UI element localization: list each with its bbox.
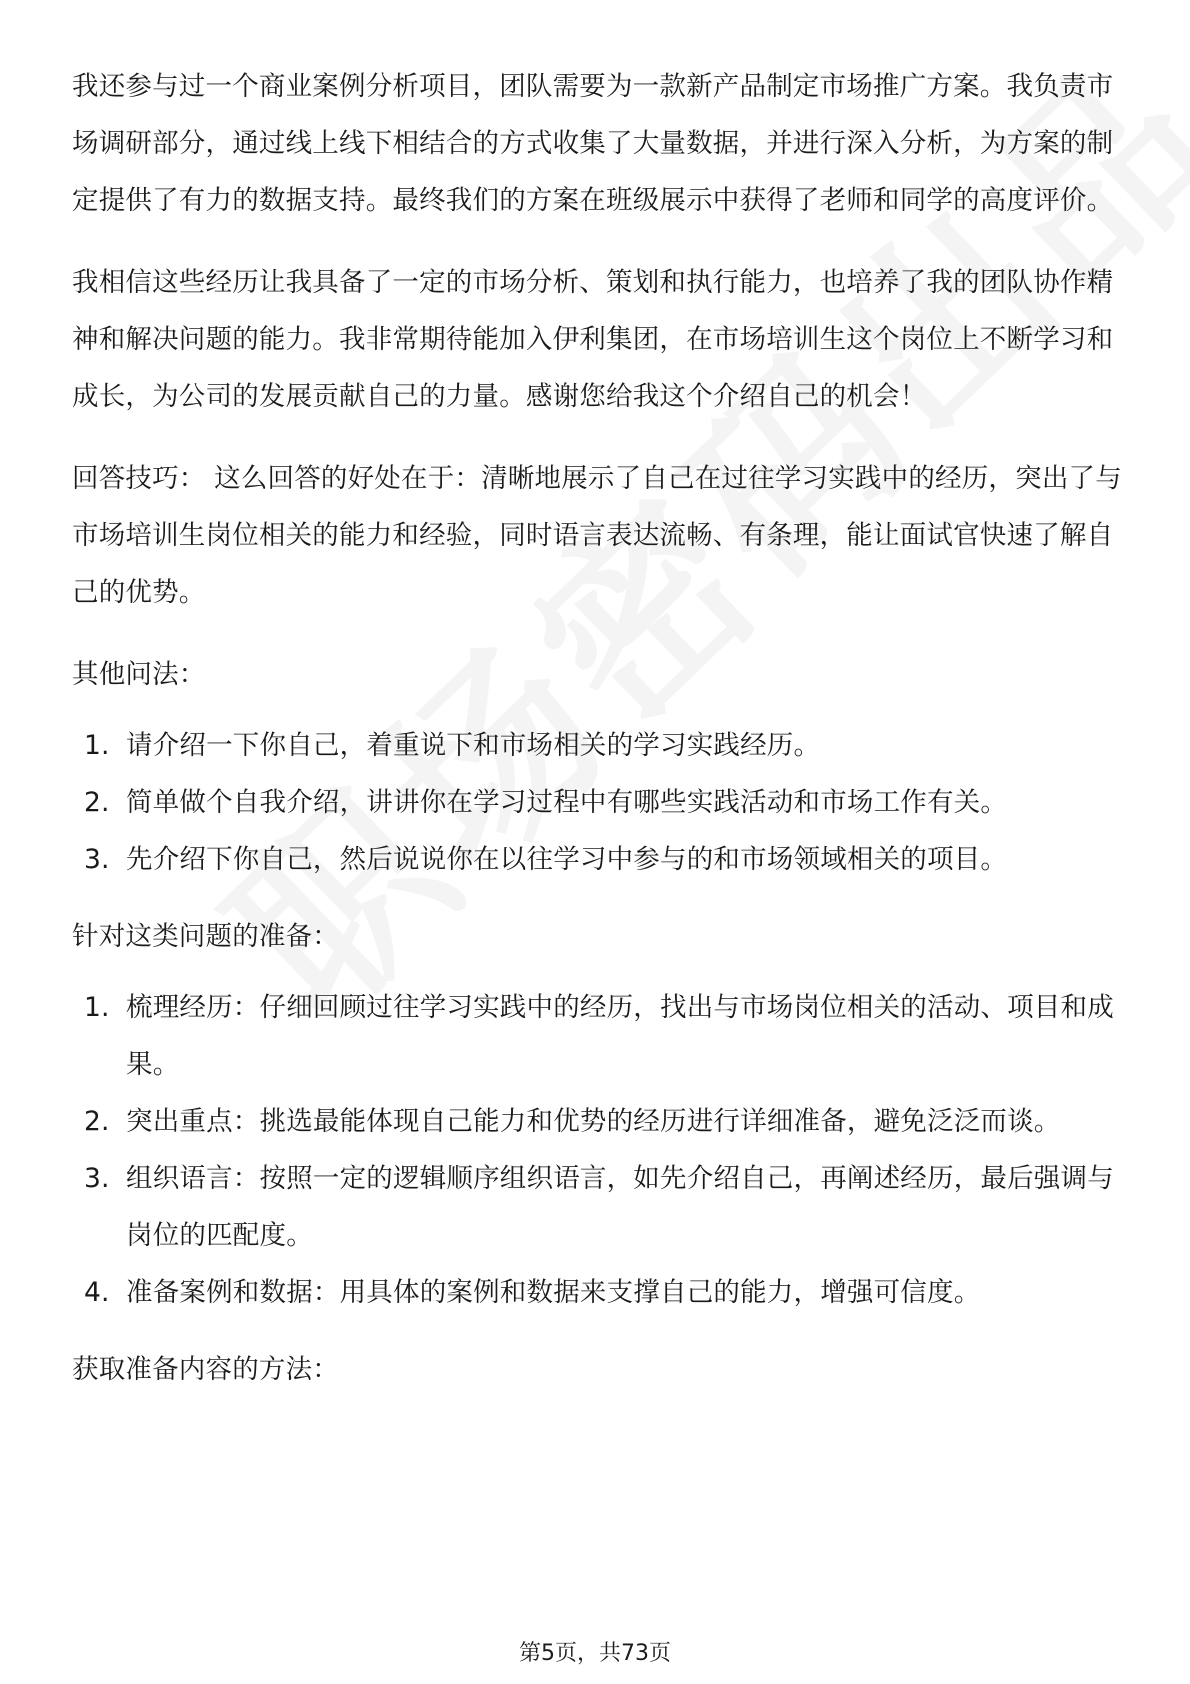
- list-item: [72, 1093, 1122, 1150]
- list-item: [72, 1264, 1122, 1321]
- list-number: 3.: [84, 1163, 110, 1194]
- list-item-text: 先介绍下你自己，然后说说你在以往学习中参与的和市场领域相关的项目。: [126, 844, 1008, 875]
- list-item-text: 突出重点：挑选最能体现自己能力和优势的经历进行详细准备，避免泛泛而谈。: [126, 1106, 1061, 1137]
- list-number: 4.: [84, 1277, 110, 1308]
- paragraph-answer-tips: 回答技巧： 这么回答的好处在于：清晰地展示了自己在过往学习实践中的经历，突出了与市场培训生岗位相关的能力和经验，同时语言表达流畅、有条理，能让面试官快速了解自己的优势。: [72, 463, 1122, 608]
- list-number: 3.: [84, 844, 110, 875]
- heading-method: 获取准备内容的方法：: [72, 1354, 339, 1385]
- document-body: [72, 58, 1122, 1412]
- list-item-text: 简单做个自我介绍，讲讲你在学习过程中有哪些实践活动和市场工作有关。: [126, 787, 1008, 818]
- page-footer: 第5页，共73页: [519, 1641, 671, 1666]
- heading-other-questions: 其他问法：: [72, 659, 206, 690]
- list-item-text: 梳理经历：仔细回顾过往学习实践中的经历，找出与市场岗位相关的活动、项目和成果。: [126, 992, 1114, 1080]
- list-item: [72, 774, 1122, 831]
- paragraph-project-experience: 我还参与过一个商业案例分析项目，团队需要为一款新产品制定市场推广方案。我负责市场调研部分，通过线上线下相结合的方式收集了大量数据，并进行深入分析，为方案的制定提供了有力的数据支持。最终我们的方案在班级展示中获得了老师和同学的高度评价。: [72, 71, 1114, 216]
- list-item: [72, 717, 1122, 774]
- list-number: 2.: [84, 1106, 110, 1137]
- list-item-text: 请介绍一下你自己，着重说下和市场相关的学习实践经历。: [126, 730, 821, 761]
- list-number: 2.: [84, 787, 110, 818]
- preparation-list: [72, 979, 1122, 1321]
- list-item: [72, 831, 1122, 888]
- list-item: [72, 979, 1122, 1093]
- list-item-text: 准备案例和数据：用具体的案例和数据来支撑自己的能力，增强可信度。: [126, 1277, 981, 1308]
- paragraph-closing-statement: 我相信这些经历让我具备了一定的市场分析、策划和执行能力，也培养了我的团队协作精神和解决问题的能力。我非常期待能加入伊利集团，在市场培训生这个岗位上不断学习和成长，为公司的发展贡献自己的力量。感谢您给我这个介绍自己的机会！: [72, 267, 1114, 412]
- other-questions-list: [72, 717, 1122, 888]
- heading-preparation: 针对这类问题的准备：: [72, 921, 339, 952]
- list-item: [72, 1150, 1122, 1264]
- list-item-text: 组织语言：按照一定的逻辑顺序组织语言，如先介绍自己，再阐述经历，最后强调与岗位的匹配度。: [126, 1163, 1114, 1251]
- list-number: 1.: [84, 992, 110, 1023]
- list-number: 1.: [84, 730, 110, 761]
